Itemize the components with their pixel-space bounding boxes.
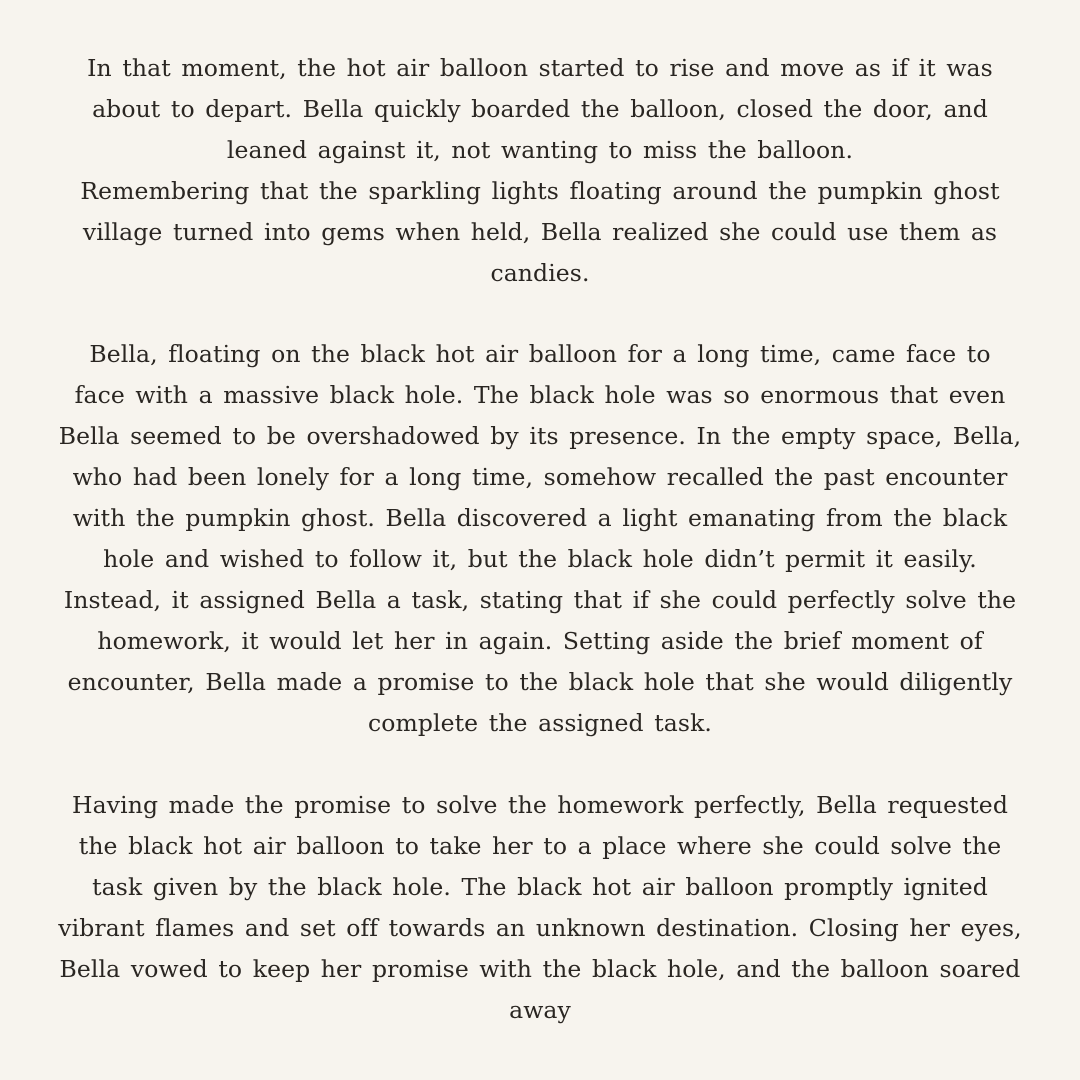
text-line: Bella vowed to keep her promise with the black hole, and the balloon soared (59, 955, 1021, 983)
text-line: leaned against it, not wanting to miss the balloon. (226, 136, 854, 164)
text-line: In that moment, the hot air balloon started to rise and move as if it was (87, 54, 993, 82)
text-line: Bella seemed to be overshadowed by its presence. In the empty space, Bella, (58, 422, 1022, 450)
text-line: face with a massive black hole. The black hole was so enormous that even (74, 381, 1006, 409)
text-line: Having made the promise to solve the homework perfectly, Bella requested (72, 791, 1008, 819)
text-line: task given by the black hole. The black hot air balloon promptly ignited (92, 873, 988, 901)
text-line: Instead, it assigned Bella a task, stating that if she could perfectly solve the (63, 586, 1017, 614)
text-line: Bella, floating on the black hot air balloon for a long time, came face to (89, 340, 991, 368)
paragraph-1 (40, 48, 1040, 294)
text-line: the black hot air balloon to take her to a place where she could solve the (78, 832, 1002, 860)
text-line: with the pumpkin ghost. Bella discovered a light emanating from the black (72, 504, 1008, 532)
paragraph-2 (40, 334, 1040, 744)
text-line: vibrant flames and set off towards an unknown destination. Closing her eyes, (58, 914, 1022, 942)
text-line: away (509, 996, 571, 1024)
text-line: encounter, Bella made a promise to the black hole that she would diligently (67, 668, 1013, 696)
text-line: hole and wished to follow it, but the black hole didn’t permit it easily. (103, 545, 977, 573)
text-line: complete the assigned task. (367, 709, 712, 737)
text-line: village turned into gems when held, Bella realized she could use them as (82, 218, 998, 246)
paragraph-3 (40, 785, 1040, 1031)
text-line: about to depart. Bella quickly boarded the balloon, closed the door, and (92, 95, 988, 123)
text-line: homework, it would let her in again. Setting aside the brief moment of (97, 627, 983, 655)
text-line: Remembering that the sparkling lights floating around the pumpkin ghost (80, 177, 1000, 205)
text-line: who had been lonely for a long time, somehow recalled the past encounter (72, 463, 1008, 491)
text-line: candies. (490, 259, 590, 287)
